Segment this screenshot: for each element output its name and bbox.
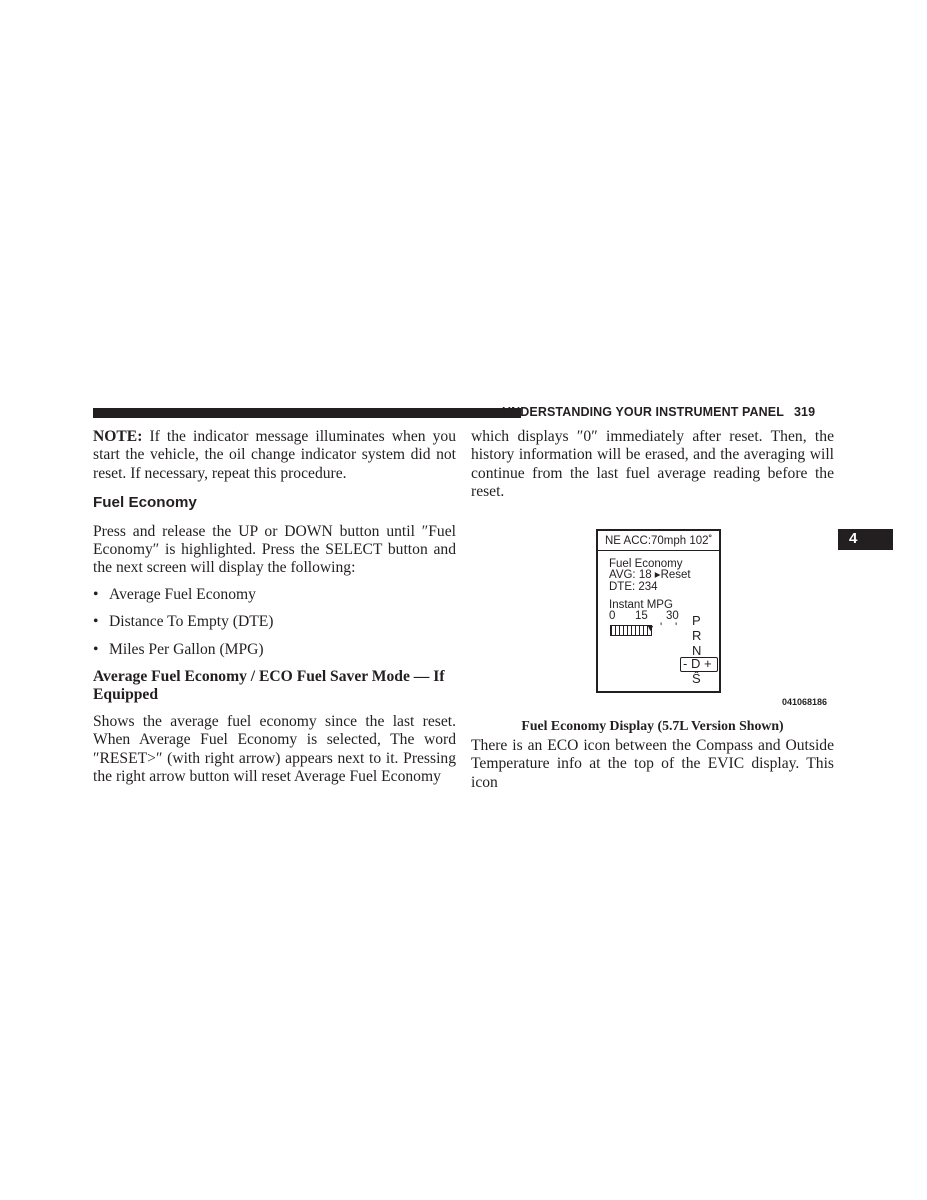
list-item-text: Average Fuel Economy: [109, 585, 256, 603]
right-paragraph-2-wrap: [471, 737, 834, 792]
gear-d: - D +: [683, 656, 712, 671]
figure-id: 041068186: [782, 697, 828, 707]
list-item: [93, 641, 456, 659]
fuel-economy-label: Fuel Economy: [609, 558, 683, 570]
gear-p: P: [692, 613, 701, 628]
figure-caption: Fuel Economy Display (5.7L Version Shown): [521, 718, 784, 733]
avg-line: AVG: 18 ▸Reset: [609, 569, 691, 581]
chapter-tab-number: 4: [849, 530, 858, 547]
note-label: NOTE:: [93, 428, 143, 445]
instant-mpg-label: Instant MPG: [609, 599, 673, 611]
gear-n: N: [692, 643, 702, 658]
list-item: [93, 613, 456, 631]
page-number: 319: [793, 405, 816, 419]
note-paragraph: [93, 428, 456, 483]
header-title: UNDERSTANDING YOUR INSTRUMENT PANEL: [502, 405, 784, 419]
bullet-glyph: •: [93, 613, 99, 631]
gauge-tick: ': [675, 622, 678, 634]
section-heading: Fuel Economy: [93, 494, 197, 512]
scale-label-30: 30: [666, 610, 679, 622]
scale-label-15: 15: [635, 610, 648, 622]
section-paragraph: Press and release the UP or DOWN button until ″Fuel Economy″ is highlighted. Press the SELECT button and the next screen will display the following:: [93, 522, 456, 577]
running-header: [502, 405, 815, 419]
right-paragraph-1: which displays ″0″ immediately after reset. Then, the history information will be erased, and the averaging will continue from the last fuel average reading before the reset.: [471, 428, 834, 501]
bullet-glyph: •: [93, 585, 99, 603]
header-rule: [93, 408, 521, 418]
dte-line: DTE: 234: [609, 581, 658, 593]
list-item-text: Miles Per Gallon (MPG): [109, 640, 264, 658]
list-item: [93, 586, 456, 604]
scale-label-0: 0: [609, 610, 616, 622]
subheading: Average Fuel Economy / ECO Fuel Saver Mode — If Equipped: [93, 668, 445, 704]
evic-display-figure: [596, 529, 721, 693]
gauge-pointer-icon: ▼: [646, 623, 655, 633]
gear-r: R: [692, 628, 702, 643]
bullet-list: [93, 586, 456, 659]
list-item-text: Distance To Empty (DTE): [109, 613, 274, 631]
right-paragraph-2: There is an ECO icon between the Compass and Outside Temperature info at the top of the EVIC display. This icon: [471, 737, 834, 791]
right-column: [471, 428, 834, 502]
compass-temp-line: NE ACC:70mph 102˚: [605, 535, 713, 547]
bullet-glyph: •: [93, 640, 99, 658]
sub-paragraph: Shows the average fuel economy since the last reset. When Average Fuel Economy is selected, The word ″RESET>″ (with right arrow) appears next to it. Pressing the right arrow button will reset Average Fuel Economy: [93, 712, 456, 786]
left-column: [93, 428, 456, 787]
gauge-tick: ': [660, 622, 663, 634]
note-text: If the indicator message illuminates when you start the vehicle, the oil change indicator system did not reset. If necessary, repeat this procedure.: [93, 428, 456, 482]
gear-s: Ŝ: [692, 671, 701, 686]
chapter-tab: [838, 529, 893, 550]
